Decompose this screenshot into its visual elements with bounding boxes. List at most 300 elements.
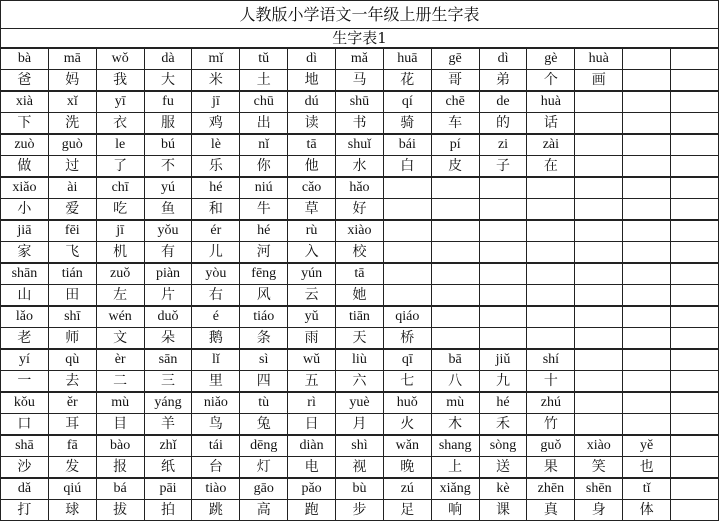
pinyin-cell: [671, 220, 719, 242]
pinyin-cell: [671, 91, 719, 113]
character-cell: [527, 328, 575, 350]
character-cell: 电: [288, 457, 336, 479]
character-cell: 送: [479, 457, 527, 479]
pinyin-cell: [383, 177, 431, 199]
character-cell: 校: [336, 242, 384, 264]
character-cell: [479, 285, 527, 307]
character-cell: [671, 199, 719, 221]
character-cell: 四: [240, 371, 288, 393]
character-cell: [575, 328, 623, 350]
character-cell: [575, 199, 623, 221]
character-cell: 和: [192, 199, 240, 221]
pinyin-cell: [575, 392, 623, 414]
character-cell: 羊: [144, 414, 192, 436]
pinyin-cell: xiǎo: [1, 177, 49, 199]
pinyin-cell: [671, 134, 719, 156]
character-cell: 你: [240, 156, 288, 178]
character-row: [1, 70, 719, 92]
character-cell: 有: [144, 242, 192, 264]
character-cell: 山: [1, 285, 49, 307]
character-cell: 妈: [48, 70, 96, 92]
character-cell: [671, 242, 719, 264]
pinyin-cell: rì: [288, 392, 336, 414]
character-cell: 草: [288, 199, 336, 221]
character-cell: 发: [48, 457, 96, 479]
character-cell: [527, 199, 575, 221]
pinyin-cell: ér: [192, 220, 240, 242]
pinyin-cell: mǎ: [336, 48, 384, 70]
pinyin-cell: [431, 306, 479, 328]
pinyin-cell: kǒu: [1, 392, 49, 414]
character-cell: 课: [479, 500, 527, 521]
pinyin-cell: dì: [479, 48, 527, 70]
pinyin-cell: le: [96, 134, 144, 156]
pinyin-cell: dà: [144, 48, 192, 70]
character-cell: [671, 500, 719, 521]
pinyin-cell: tiáo: [240, 306, 288, 328]
pinyin-cell: xiào: [575, 435, 623, 457]
pinyin-row: [1, 220, 719, 242]
pinyin-cell: huà: [527, 91, 575, 113]
character-cell: 拔: [96, 500, 144, 521]
pinyin-cell: zài: [527, 134, 575, 156]
pinyin-cell: diàn: [288, 435, 336, 457]
pinyin-cell: tiào: [192, 478, 240, 500]
character-cell: 的: [479, 113, 527, 135]
character-cell: 月: [336, 414, 384, 436]
character-cell: 拍: [144, 500, 192, 521]
character-cell: 水: [336, 156, 384, 178]
pinyin-cell: sān: [144, 349, 192, 371]
pinyin-cell: zuǒ: [96, 263, 144, 285]
character-cell: 乐: [192, 156, 240, 178]
pinyin-cell: sì: [240, 349, 288, 371]
pinyin-cell: [671, 435, 719, 457]
pinyin-cell: jī: [192, 91, 240, 113]
pinyin-cell: yí: [1, 349, 49, 371]
character-cell: 报: [96, 457, 144, 479]
pinyin-cell: qù: [48, 349, 96, 371]
character-cell: [383, 199, 431, 221]
character-cell: [671, 156, 719, 178]
character-cell: 鸡: [192, 113, 240, 135]
pinyin-cell: [575, 263, 623, 285]
pinyin-cell: hé: [192, 177, 240, 199]
character-cell: 视: [336, 457, 384, 479]
pinyin-cell: huā: [383, 48, 431, 70]
pinyin-cell: shí: [527, 349, 575, 371]
pinyin-cell: hǎo: [336, 177, 384, 199]
pinyin-cell: tiān: [336, 306, 384, 328]
pinyin-cell: yún: [288, 263, 336, 285]
character-cell: 好: [336, 199, 384, 221]
pinyin-cell: zi: [479, 134, 527, 156]
character-cell: [575, 113, 623, 135]
pinyin-cell: [671, 349, 719, 371]
pinyin-cell: [623, 392, 671, 414]
character-cell: 不: [144, 156, 192, 178]
pinyin-cell: [527, 177, 575, 199]
pinyin-cell: [527, 263, 575, 285]
character-cell: 儿: [192, 242, 240, 264]
pinyin-cell: é: [192, 306, 240, 328]
pinyin-cell: lǎo: [1, 306, 49, 328]
pinyin-cell: liù: [336, 349, 384, 371]
character-cell: 口: [1, 414, 49, 436]
pinyin-cell: rù: [288, 220, 336, 242]
pinyin-cell: wǎn: [383, 435, 431, 457]
pinyin-cell: [479, 220, 527, 242]
pinyin-cell: [479, 263, 527, 285]
character-cell: 话: [527, 113, 575, 135]
character-cell: 牛: [240, 199, 288, 221]
character-row: [1, 328, 719, 350]
character-cell: 八: [431, 371, 479, 393]
pinyin-cell: yī: [96, 91, 144, 113]
pinyin-cell: zhēn: [527, 478, 575, 500]
pinyin-cell: [527, 220, 575, 242]
character-cell: 文: [96, 328, 144, 350]
character-cell: [431, 285, 479, 307]
pinyin-cell: mù: [431, 392, 479, 414]
character-cell: 纸: [144, 457, 192, 479]
pinyin-cell: [623, 220, 671, 242]
pinyin-row: [1, 478, 719, 500]
pinyin-cell: [527, 306, 575, 328]
character-cell: 打: [1, 500, 49, 521]
character-row: [1, 371, 719, 393]
pinyin-cell: jiǔ: [479, 349, 527, 371]
pinyin-row: [1, 134, 719, 156]
pinyin-cell: xiǎng: [431, 478, 479, 500]
pinyin-cell: [623, 48, 671, 70]
character-cell: 响: [431, 500, 479, 521]
character-cell: 我: [96, 70, 144, 92]
character-row: [1, 113, 719, 135]
pinyin-cell: [575, 91, 623, 113]
pinyin-cell: ěr: [48, 392, 96, 414]
pinyin-row: [1, 349, 719, 371]
character-cell: 小: [1, 199, 49, 221]
pinyin-cell: yǔ: [288, 306, 336, 328]
pinyin-cell: xǐ: [48, 91, 96, 113]
character-cell: 个: [527, 70, 575, 92]
pinyin-cell: gè: [527, 48, 575, 70]
character-row: [1, 414, 719, 436]
pinyin-cell: [671, 177, 719, 199]
character-cell: 五: [288, 371, 336, 393]
character-row: [1, 199, 719, 221]
pinyin-cell: zhǐ: [144, 435, 192, 457]
pinyin-cell: ài: [48, 177, 96, 199]
pinyin-cell: [431, 177, 479, 199]
pinyin-cell: duǒ: [144, 306, 192, 328]
character-cell: 二: [96, 371, 144, 393]
pinyin-cell: fēng: [240, 263, 288, 285]
pinyin-cell: qiú: [48, 478, 96, 500]
pinyin-cell: hé: [479, 392, 527, 414]
pinyin-cell: [479, 306, 527, 328]
pinyin-cell: fu: [144, 91, 192, 113]
character-cell: 了: [96, 156, 144, 178]
character-cell: 耳: [48, 414, 96, 436]
character-cell: [623, 414, 671, 436]
character-cell: 木: [431, 414, 479, 436]
character-cell: 在: [527, 156, 575, 178]
pinyin-cell: dú: [288, 91, 336, 113]
character-cell: 目: [96, 414, 144, 436]
character-cell: 家: [1, 242, 49, 264]
character-cell: 白: [383, 156, 431, 178]
character-cell: 地: [288, 70, 336, 92]
pinyin-cell: tǔ: [240, 48, 288, 70]
character-row: [1, 457, 719, 479]
character-cell: 土: [240, 70, 288, 92]
pinyin-cell: cǎo: [288, 177, 336, 199]
character-cell: 左: [96, 285, 144, 307]
pinyin-cell: qī: [383, 349, 431, 371]
pinyin-cell: fēi: [48, 220, 96, 242]
character-cell: 跳: [192, 500, 240, 521]
character-cell: 骑: [383, 113, 431, 135]
character-cell: [479, 199, 527, 221]
pinyin-cell: [575, 220, 623, 242]
pinyin-cell: bái: [383, 134, 431, 156]
character-cell: 朵: [144, 328, 192, 350]
character-row: [1, 156, 719, 178]
pinyin-cell: [575, 177, 623, 199]
pinyin-cell: guǒ: [527, 435, 575, 457]
character-cell: 条: [240, 328, 288, 350]
pinyin-cell: bào: [96, 435, 144, 457]
character-cell: [527, 242, 575, 264]
pinyin-cell: [431, 263, 479, 285]
character-cell: 日: [288, 414, 336, 436]
character-cell: [479, 328, 527, 350]
character-cell: 天: [336, 328, 384, 350]
pinyin-cell: zuò: [1, 134, 49, 156]
character-cell: 子: [479, 156, 527, 178]
pinyin-cell: yǒu: [144, 220, 192, 242]
character-cell: 车: [431, 113, 479, 135]
pinyin-cell: fā: [48, 435, 96, 457]
pinyin-cell: [671, 263, 719, 285]
pinyin-cell: tā: [336, 263, 384, 285]
character-cell: 去: [48, 371, 96, 393]
character-cell: 禾: [479, 414, 527, 436]
pinyin-cell: tā: [288, 134, 336, 156]
character-cell: 衣: [96, 113, 144, 135]
character-cell: [671, 113, 719, 135]
pinyin-cell: tái: [192, 435, 240, 457]
character-cell: 田: [48, 285, 96, 307]
pinyin-cell: [671, 306, 719, 328]
character-cell: 她: [336, 285, 384, 307]
character-row: [1, 242, 719, 264]
pinyin-cell: gē: [431, 48, 479, 70]
character-cell: 做: [1, 156, 49, 178]
pinyin-cell: pǎo: [288, 478, 336, 500]
character-cell: 十: [527, 371, 575, 393]
pinyin-cell: [623, 263, 671, 285]
pinyin-cell: shang: [431, 435, 479, 457]
pinyin-row: [1, 177, 719, 199]
character-cell: 片: [144, 285, 192, 307]
character-cell: 入: [288, 242, 336, 264]
pinyin-cell: tǐ: [623, 478, 671, 500]
character-cell: 鱼: [144, 199, 192, 221]
pinyin-cell: zhú: [527, 392, 575, 414]
character-cell: 过: [48, 156, 96, 178]
pinyin-cell: dǎ: [1, 478, 49, 500]
character-cell: 米: [192, 70, 240, 92]
character-cell: 师: [48, 328, 96, 350]
character-cell: [575, 371, 623, 393]
character-cell: 里: [192, 371, 240, 393]
pinyin-cell: qí: [383, 91, 431, 113]
pinyin-cell: lè: [192, 134, 240, 156]
character-cell: 上: [431, 457, 479, 479]
character-cell: [623, 242, 671, 264]
pinyin-cell: shān: [1, 263, 49, 285]
pinyin-cell: [479, 177, 527, 199]
character-cell: 三: [144, 371, 192, 393]
character-row: [1, 285, 719, 307]
character-cell: [623, 285, 671, 307]
character-cell: 一: [1, 371, 49, 393]
character-cell: 吃: [96, 199, 144, 221]
pinyin-cell: kè: [479, 478, 527, 500]
pinyin-cell: [383, 263, 431, 285]
pinyin-cell: [575, 134, 623, 156]
character-cell: 高: [240, 500, 288, 521]
pinyin-cell: shēn: [575, 478, 623, 500]
character-cell: 台: [192, 457, 240, 479]
character-cell: 跑: [288, 500, 336, 521]
pinyin-row: [1, 91, 719, 113]
pinyin-cell: yuè: [336, 392, 384, 414]
character-cell: 沙: [1, 457, 49, 479]
character-cell: 步: [336, 500, 384, 521]
character-cell: [623, 156, 671, 178]
character-cell: [383, 242, 431, 264]
character-cell: 飞: [48, 242, 96, 264]
pinyin-cell: tián: [48, 263, 96, 285]
character-cell: 服: [144, 113, 192, 135]
pinyin-cell: bà: [1, 48, 49, 70]
character-cell: [623, 371, 671, 393]
pinyin-cell: shī: [48, 306, 96, 328]
pinyin-cell: shì: [336, 435, 384, 457]
character-cell: 河: [240, 242, 288, 264]
pinyin-cell: [671, 392, 719, 414]
character-cell: 火: [383, 414, 431, 436]
document-title: 人教版小学语文一年级上册生字表: [1, 1, 719, 29]
pinyin-cell: bā: [431, 349, 479, 371]
pinyin-cell: tù: [240, 392, 288, 414]
character-cell: 雨: [288, 328, 336, 350]
pinyin-cell: pāi: [144, 478, 192, 500]
pinyin-cell: wén: [96, 306, 144, 328]
pinyin-cell: yě: [623, 435, 671, 457]
character-cell: [479, 242, 527, 264]
pinyin-cell: [431, 220, 479, 242]
pinyin-cell: niǎo: [192, 392, 240, 414]
character-cell: 身: [575, 500, 623, 521]
character-cell: 球: [48, 500, 96, 521]
pinyin-cell: mā: [48, 48, 96, 70]
character-cell: [575, 285, 623, 307]
pinyin-cell: lǐ: [192, 349, 240, 371]
pinyin-cell: [623, 349, 671, 371]
pinyin-cell: mù: [96, 392, 144, 414]
character-cell: 真: [527, 500, 575, 521]
pinyin-cell: xiào: [336, 220, 384, 242]
character-cell: [431, 199, 479, 221]
character-cell: [671, 371, 719, 393]
character-cell: [383, 285, 431, 307]
character-cell: 兔: [240, 414, 288, 436]
pinyin-row: [1, 392, 719, 414]
character-cell: 笑: [575, 457, 623, 479]
pinyin-cell: yáng: [144, 392, 192, 414]
pinyin-cell: [623, 306, 671, 328]
character-cell: [623, 328, 671, 350]
character-cell: [671, 285, 719, 307]
character-cell: [671, 457, 719, 479]
character-cell: [575, 242, 623, 264]
pinyin-row: [1, 48, 719, 70]
character-cell: 他: [288, 156, 336, 178]
pinyin-cell: [623, 91, 671, 113]
character-row: [1, 500, 719, 521]
pinyin-row: [1, 435, 719, 457]
character-cell: 画: [575, 70, 623, 92]
character-cell: 鹅: [192, 328, 240, 350]
character-cell: 机: [96, 242, 144, 264]
character-cell: [671, 328, 719, 350]
character-cell: 下: [1, 113, 49, 135]
character-cell: [623, 70, 671, 92]
character-cell: [527, 285, 575, 307]
pinyin-cell: bá: [96, 478, 144, 500]
pinyin-cell: wǒ: [96, 48, 144, 70]
character-cell: 鸟: [192, 414, 240, 436]
character-cell: [431, 328, 479, 350]
character-cell: 灯: [240, 457, 288, 479]
pinyin-cell: jī: [96, 220, 144, 242]
character-cell: 也: [623, 457, 671, 479]
pinyin-cell: gāo: [240, 478, 288, 500]
pinyin-cell: sòng: [479, 435, 527, 457]
pinyin-cell: [383, 220, 431, 242]
pinyin-cell: [671, 48, 719, 70]
character-cell: 出: [240, 113, 288, 135]
character-cell: 七: [383, 371, 431, 393]
character-cell: 足: [383, 500, 431, 521]
character-cell: [671, 70, 719, 92]
character-cell: 桥: [383, 328, 431, 350]
character-cell: 爸: [1, 70, 49, 92]
character-cell: 弟: [479, 70, 527, 92]
pinyin-cell: [623, 177, 671, 199]
character-cell: 果: [527, 457, 575, 479]
character-cell: 右: [192, 285, 240, 307]
pinyin-cell: wǔ: [288, 349, 336, 371]
pinyin-cell: bù: [336, 478, 384, 500]
character-cell: 风: [240, 285, 288, 307]
pinyin-cell: niú: [240, 177, 288, 199]
